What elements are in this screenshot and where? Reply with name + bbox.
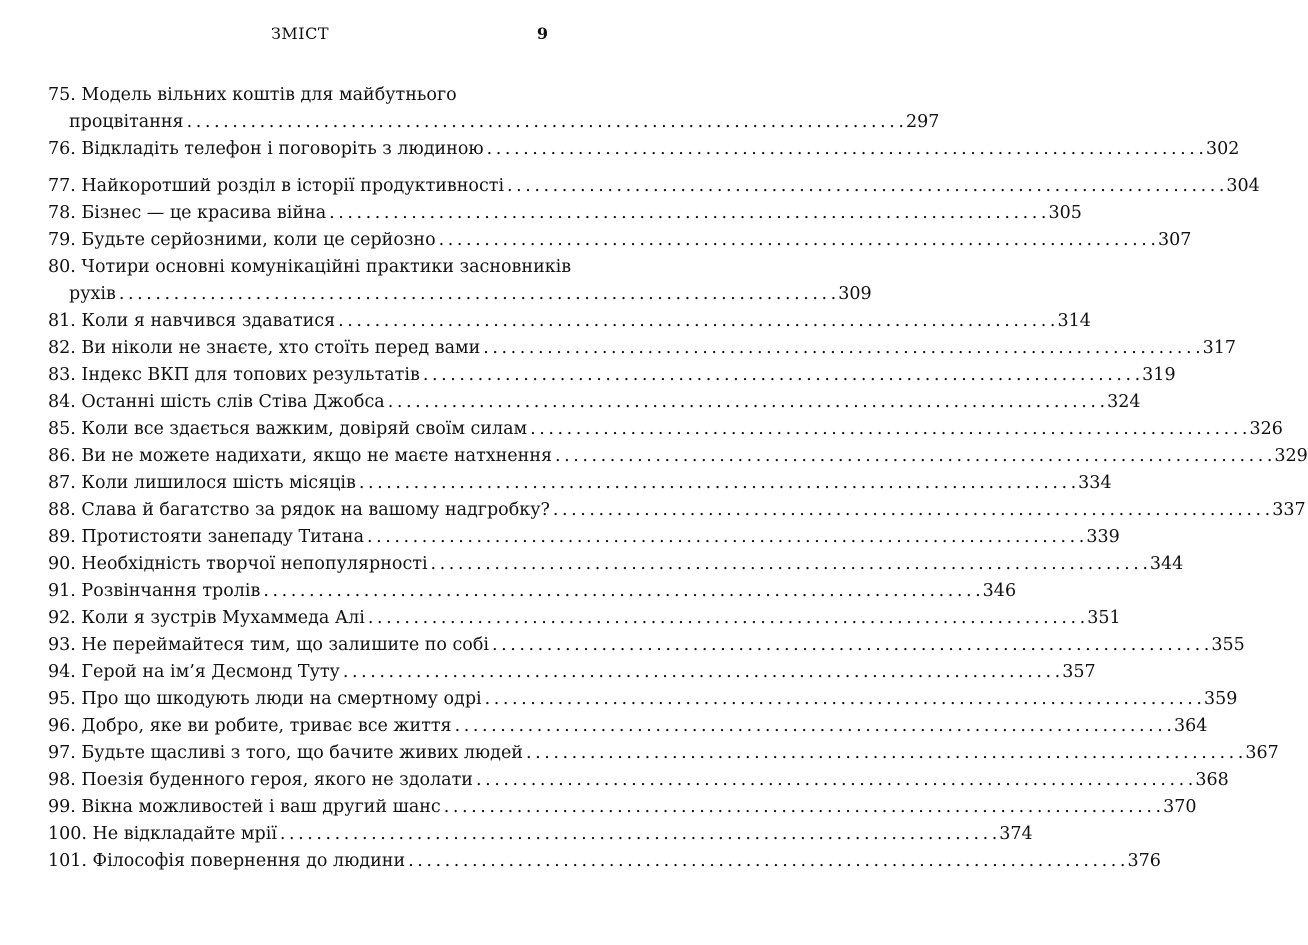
entry-page: 314 <box>1057 311 1091 331</box>
entry-page: 346 <box>982 581 1017 601</box>
entry-number: 93. <box>48 635 76 655</box>
dot-leader <box>555 443 1271 470</box>
dot-leader <box>492 632 1208 659</box>
entry-number: 100. <box>48 824 87 844</box>
entry-number: 80. <box>48 257 76 277</box>
entry-page: 339 <box>1086 527 1120 547</box>
entry-page: 368 <box>1195 770 1229 790</box>
entry-number: 87. <box>48 473 76 493</box>
entry-page: 324 <box>1107 392 1141 412</box>
entry-title: Будьте серйозними, коли це серйозно <box>81 230 436 250</box>
toc-entry[interactable] <box>48 470 1112 497</box>
toc-entry[interactable] <box>48 767 1229 794</box>
dot-leader <box>388 389 1104 416</box>
dot-leader <box>119 281 835 308</box>
entry-page: 376 <box>1127 851 1161 871</box>
toc-entry[interactable] <box>48 497 1306 524</box>
entry-number: 85. <box>48 419 76 439</box>
entry-title: Вікна можливостей і ваш другий шанс <box>81 797 441 817</box>
toc-entry[interactable] <box>48 524 1120 551</box>
toc-entry[interactable] <box>48 308 1091 335</box>
toc-entry[interactable] <box>48 362 1176 389</box>
entry-title: Останні шість слів Стіва Джобса <box>81 392 385 412</box>
dot-leader <box>431 551 1147 578</box>
dot-leader <box>485 686 1201 713</box>
dot-leader <box>444 794 1160 821</box>
dot-leader <box>423 362 1139 389</box>
entry-number: 89. <box>48 527 76 547</box>
entry-title: Необхідність творчої непопулярності <box>81 554 428 574</box>
entry-title: Коли я зустрів Мухаммеда Алі <box>81 608 365 628</box>
toc-entry[interactable] <box>48 254 872 308</box>
dot-leader <box>408 848 1124 875</box>
entry-page: 307 <box>1157 230 1192 250</box>
entry-page: 309 <box>838 284 872 304</box>
dot-leader <box>483 335 1199 362</box>
entry-number: 96. <box>48 716 76 736</box>
entry-number: 97. <box>48 743 76 763</box>
entry-page: 305 <box>1048 203 1082 223</box>
toc-entry[interactable] <box>48 794 1197 821</box>
toc-entry[interactable] <box>48 686 1238 713</box>
entry-page: 364 <box>1173 716 1208 736</box>
entry-number: 99. <box>48 797 76 817</box>
entry-page: 367 <box>1245 743 1279 763</box>
entry-number: 78. <box>48 203 76 223</box>
toc-entry[interactable] <box>48 443 1308 470</box>
entry-title: Коли все здається важким, довіряй своїм силам <box>81 419 528 439</box>
entry-title: Поезія буденного героя, якого не здолати <box>81 770 473 790</box>
entry-title: Найкоротший розділ в історії продуктивності <box>81 176 505 196</box>
toc-entry[interactable] <box>48 227 1192 254</box>
entry-number: 76. <box>48 139 76 159</box>
entry-number: 88. <box>48 500 76 520</box>
toc-entry[interactable] <box>48 136 1240 163</box>
entry-number: 95. <box>48 689 76 709</box>
entry-number: 98. <box>48 770 76 790</box>
entry-title: Коли я навчився здаватися <box>81 311 336 331</box>
entry-page: 357 <box>1062 662 1096 682</box>
toc-entry[interactable] <box>48 416 1283 443</box>
toc-entry[interactable] <box>48 605 1121 632</box>
entry-title: Про що шкодують люди на смертному одрі <box>81 689 482 709</box>
entry-title: Не відкладайте мрії <box>92 824 277 844</box>
toc-entry[interactable] <box>48 173 1260 200</box>
entry-page: 344 <box>1149 554 1184 574</box>
entry-title: Герой на ім’я Десмонд Туту <box>81 662 340 682</box>
entry-page: 329 <box>1274 446 1308 466</box>
dot-leader <box>359 470 1075 497</box>
toc-entry[interactable] <box>48 389 1141 416</box>
entry-page: 355 <box>1211 635 1245 655</box>
toc-entry[interactable] <box>48 335 1237 362</box>
entry-title-continued: процвітання <box>69 112 184 132</box>
entry-number: 82. <box>48 338 76 358</box>
toc-entry[interactable] <box>48 659 1096 686</box>
entry-page: 351 <box>1087 608 1121 628</box>
entry-title: Ви ніколи не знаєте, хто стоїть перед вами <box>81 338 481 358</box>
toc-entry[interactable] <box>48 632 1245 659</box>
entry-title: Протистояти занепаду Титана <box>81 527 365 547</box>
dot-leader <box>455 713 1171 740</box>
dot-leader <box>507 173 1223 200</box>
entry-title: Коли лишилося шість місяців <box>81 473 356 493</box>
dot-leader <box>368 605 1084 632</box>
dot-leader <box>526 740 1242 767</box>
entry-number: 91. <box>48 581 76 601</box>
entry-number: 84. <box>48 392 76 412</box>
dot-leader <box>367 524 1083 551</box>
entry-title: Слава й багатство за рядок на вашому надгробку? <box>81 500 550 520</box>
entry-page: 317 <box>1202 338 1237 358</box>
dot-leader <box>329 200 1045 227</box>
dot-leader <box>476 767 1192 794</box>
dot-leader <box>343 659 1059 686</box>
entry-title: Бізнес — це красива війна <box>81 203 327 223</box>
entry-page: 304 <box>1226 176 1260 196</box>
dot-leader <box>263 578 979 605</box>
dot-leader <box>338 308 1054 335</box>
entry-title: Чотири основні комунікаційні практики засновників <box>81 257 572 277</box>
entry-page: 370 <box>1163 797 1197 817</box>
toc-entry[interactable] <box>48 740 1279 767</box>
dot-leader <box>553 497 1269 524</box>
entry-number: 75. <box>48 85 76 105</box>
toc-entry[interactable] <box>48 578 1017 605</box>
entry-number: 86. <box>48 446 76 466</box>
entry-number: 90. <box>48 554 76 574</box>
toc-entry[interactable] <box>48 821 1033 848</box>
entry-title-continued: рухів <box>69 284 116 304</box>
dot-leader <box>487 136 1203 163</box>
entry-number: 79. <box>48 230 76 250</box>
entry-title: Модель вільних коштів для майбутнього <box>81 85 457 105</box>
page-header <box>0 24 600 46</box>
toc-entry[interactable] <box>48 848 1161 875</box>
entry-page: 302 <box>1205 139 1240 159</box>
entry-title: Розвінчання тролів <box>81 581 261 601</box>
entry-page: 297 <box>905 112 940 132</box>
page-number: 9 <box>536 24 548 43</box>
dot-leader <box>280 821 996 848</box>
entry-title: Ви не можете надихати, якщо не маєте натхнення <box>81 446 553 466</box>
entry-title: Будьте щасливі з того, що бачите живих людей <box>81 743 523 763</box>
entry-page: 326 <box>1249 419 1283 439</box>
toc-entry[interactable] <box>48 551 1184 578</box>
entry-page: 359 <box>1203 689 1238 709</box>
entry-page: 374 <box>999 824 1033 844</box>
entry-number: 81. <box>48 311 76 331</box>
running-title: ЗМІСТ <box>270 24 330 43</box>
entry-title: Індекс ВКП для топових результатів <box>81 365 420 385</box>
entry-number: 83. <box>48 365 76 385</box>
entry-number: 92. <box>48 608 76 628</box>
toc-entry[interactable] <box>48 713 1208 740</box>
entry-number: 94. <box>48 662 76 682</box>
dot-leader <box>530 416 1246 443</box>
entry-number: 101. <box>48 851 87 871</box>
entry-page: 319 <box>1142 365 1176 385</box>
dot-leader <box>187 109 903 136</box>
toc-entry[interactable] <box>48 82 940 136</box>
entry-page: 334 <box>1078 473 1112 493</box>
entry-number: 77. <box>48 176 76 196</box>
entry-title: Філософія повернення до людини <box>92 851 406 871</box>
dot-leader <box>439 227 1155 254</box>
entry-page: 337 <box>1272 500 1306 520</box>
entry-title: Відкладіть телефон і поговоріть з людиною <box>81 139 484 159</box>
entry-title: Добро, яке ви робите, триває все життя <box>81 716 452 736</box>
toc-entry[interactable] <box>48 200 1082 227</box>
table-of-contents <box>48 82 1308 875</box>
entry-title: Не переймайтеся тим, що залишите по собі <box>81 635 489 655</box>
